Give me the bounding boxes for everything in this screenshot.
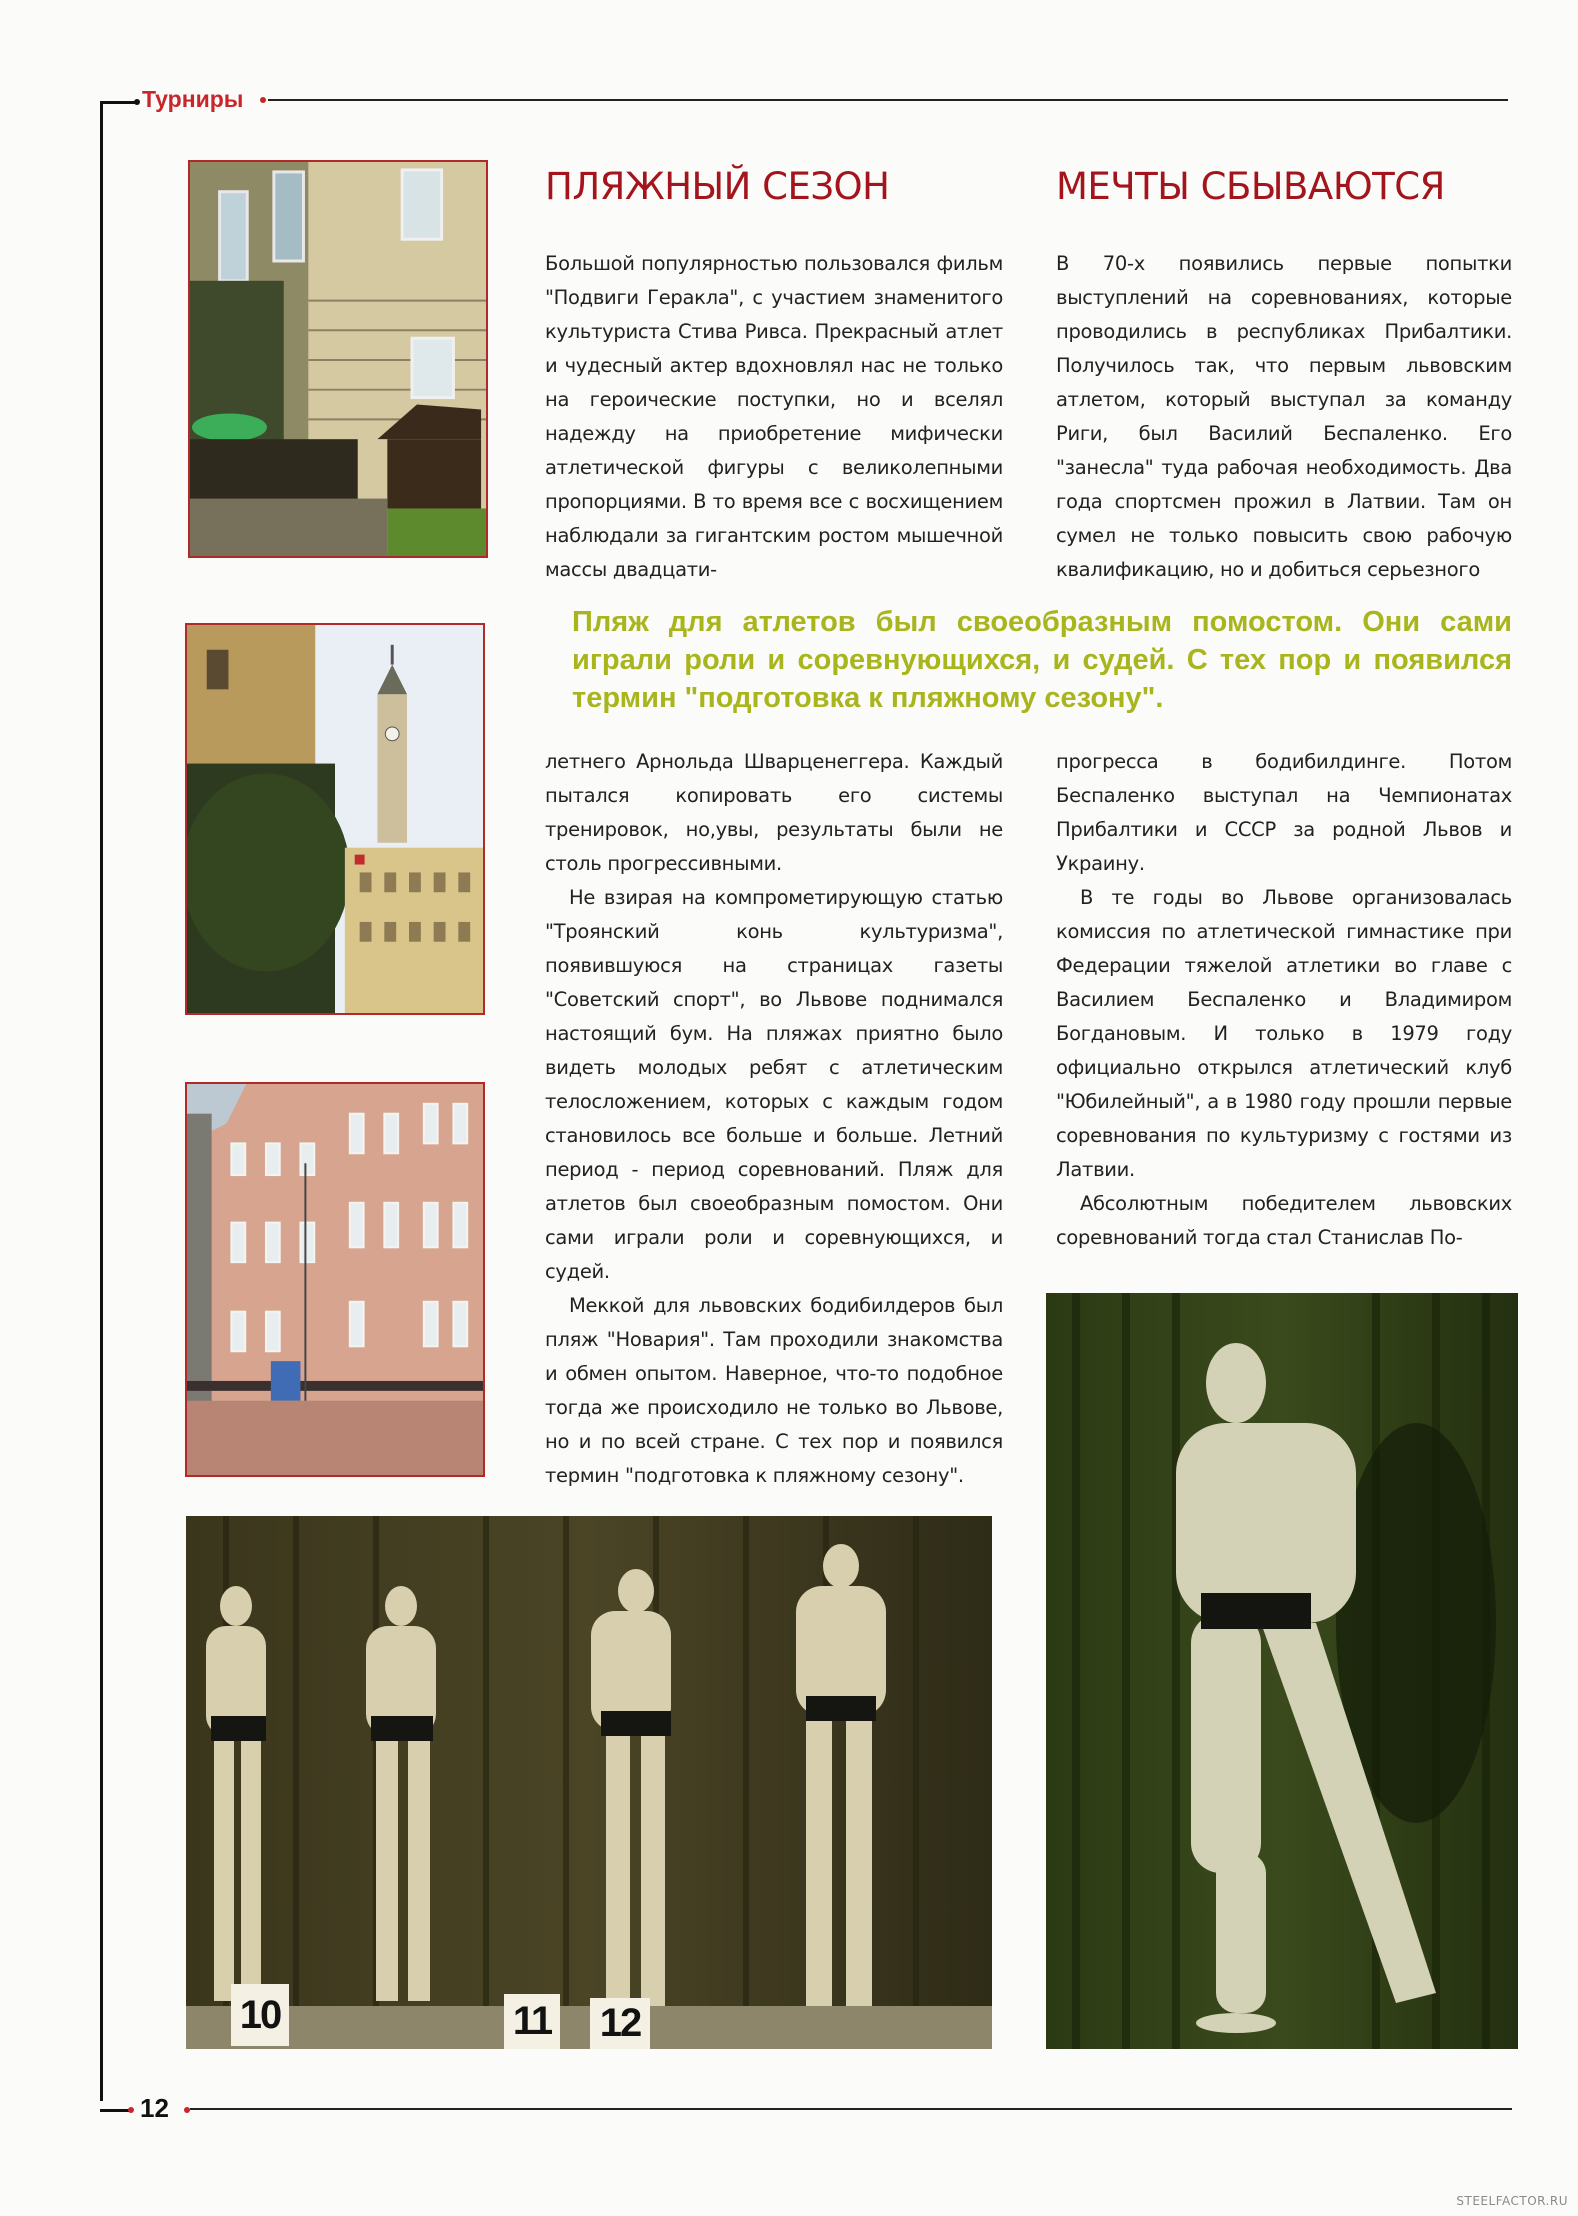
paragraph: Не взирая на компрометирующую статью "Троянский конь культуризма", появившуюся на страницах газеты "Советский спорт", во Львове поднимался настоящий бум. На пляжах приятно было видеть молодых ребят с атлетическим телосложением, которых с каждым годом становилось все больше и больше. Летний период - период соревнований. Пляж для атлетов был своеобразным помостом. Они сами играли роли и соревнующихся, и судей.	[545, 886, 1003, 1283]
site-watermark: STEELFACTOR.RU	[1456, 2194, 1568, 2208]
city-ornate-building-photo	[185, 1082, 485, 1477]
footer-rule-stub	[100, 2109, 130, 2112]
article-right-text-top	[1056, 247, 1512, 587]
header-rule-stub	[100, 101, 138, 104]
article-title-right: МЕЧТЫ СБЫВАЮТСЯ	[1056, 165, 1445, 208]
contestant-number-card: 12	[590, 1998, 650, 2049]
city-town-hall-tower-photo	[185, 623, 485, 1015]
header-rule	[268, 99, 1508, 101]
section-title: Турниры	[142, 86, 244, 112]
paragraph: В 70-х появились первые попытки выступлений на соревнованиях, которые проводились в республиках Прибалтики. Получилось так, что первым львовским атлетом, который выступал за команду Риги, был Василий Беспаленко. Его "занесла" туда рабочая необходимость. Два года спортсмен прожил в Латвии. Там он сумел не только повысить свою рабочую квалификацию, но и добиться серьезного	[1056, 252, 1512, 581]
paragraph: В те годы во Львове организовалась комиссия по атлетической гимнастике при Федерации тяжелой атлетики во главе с Василием Беспаленко и Владимиром Богдановым. И только в 1979 году официально открылся атлетический клуб "Юбилейный", а в 1980 году прошли первые соревнования по культуризму с гостями из Латвии.	[1056, 886, 1512, 1181]
footer-rule	[190, 2108, 1512, 2110]
paragraph: летнего Арнольда Шварценеггера. Каждый пытался копировать его системы тренировок, но,увы, результаты были не столь прогрессивными.	[545, 750, 1003, 875]
bodybuilder-pose-photo	[1046, 1293, 1518, 2049]
bodybuilders-on-stage-photo	[186, 1516, 992, 2049]
pull-quote: Пляж для атлетов был своеобразным помостом. Они сами играли роли и соревнующихся, и судей. С тех пор и появился термин "подготовка к пляжному сезону".	[572, 606, 1512, 714]
header-accent-dot	[260, 97, 266, 103]
paragraph: прогресса в бодибилдинге. Потом Беспаленко выступал на Чемпионатах Прибалтики и СССР за родной Львов и Украину.	[1056, 750, 1512, 875]
page-number: 12	[140, 2093, 169, 2123]
article-title-left: ПЛЯЖНЫЙ СЕЗОН	[545, 165, 890, 208]
footer-dot	[128, 2107, 134, 2113]
paragraph: Меккой для львовских бодибилдеров был пляж "Новария". Там проходили знакомства и обмен опытом. Наверное, что-то подобное тогда же происходило не только во Львове, но и по всей стране. С тех пор и появился термин "подготовка к пляжному сезону".	[545, 1294, 1003, 1487]
paragraph: Большой популярностью пользовался фильм "Подвиги Геракла", с участием знаменитого культуриста Стива Ривса. Прекрасный атлет и чудесный актер вдохновлял нас не только на героические поступки, но и вселял надежду на приобретение мифически атлетической фигуры с великолепными пропорциями. В то время все с восхищением наблюдали за гигантским ростом мышечной массы двадцати-	[545, 252, 1003, 581]
article-left-text-bottom	[545, 745, 1003, 1493]
article-right-text-bottom	[1056, 745, 1512, 1255]
contestant-number-card: 11	[504, 1994, 560, 2049]
page-frame-line	[100, 103, 103, 2101]
contestant-number-card: 10	[231, 1984, 289, 2046]
article-left-text-top	[545, 247, 1003, 587]
header-dot	[134, 99, 140, 105]
city-building-corner-photo	[188, 160, 488, 558]
paragraph: Абсолютным победителем львовских соревнований тогда стал Станислав По-	[1056, 1192, 1512, 1249]
